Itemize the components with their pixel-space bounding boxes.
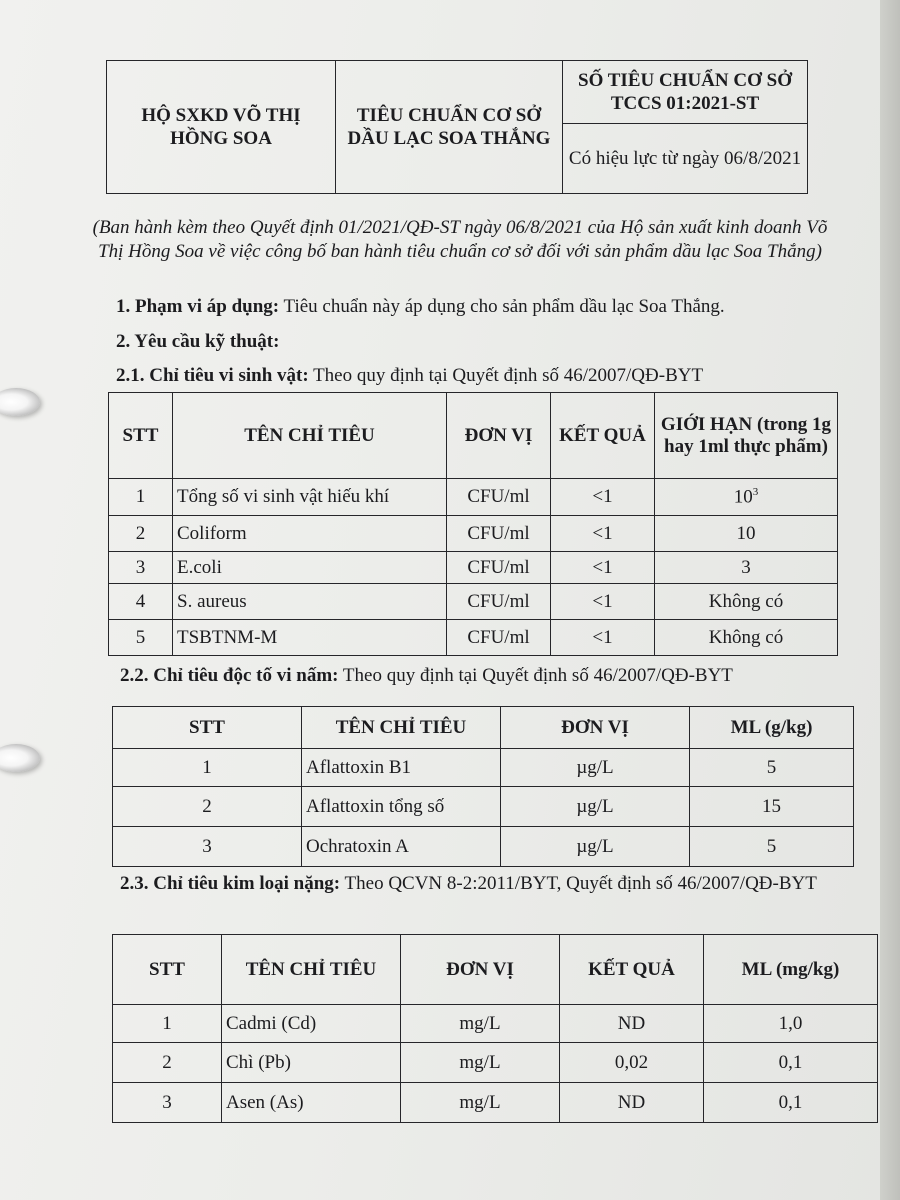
cell-name: Ochratoxin A — [302, 827, 501, 867]
table-row — [109, 584, 838, 620]
cell-result: <1 — [551, 620, 655, 656]
col-name: TÊN CHỈ TIÊU — [222, 935, 401, 1005]
section-2-2-text: Theo quy định tại Quyết định số 46/2007/QĐ-BYT — [338, 665, 733, 686]
section-2-heading: 2. Yêu cầu kỹ thuật: — [116, 331, 280, 352]
col-ml: ML (mg/kg) — [704, 935, 878, 1005]
cell-ml: 15 — [690, 787, 854, 827]
cell-unit: CFU/ml — [447, 516, 551, 552]
cell-name: Chì (Pb) — [222, 1043, 401, 1083]
page-edge — [880, 0, 900, 1200]
cell-result: <1 — [551, 516, 655, 552]
cell-stt: 2 — [109, 516, 173, 552]
mycotoxin-table — [112, 706, 854, 867]
cell-unit: µg/L — [501, 827, 690, 867]
section-2-3-heading: 2.3. Chỉ tiêu kim loại nặng: — [120, 873, 341, 894]
cell-name: TSBTNM-M — [173, 620, 447, 656]
col-unit: ĐƠN VỊ — [501, 707, 690, 749]
table-row — [113, 787, 854, 827]
cell-result: <1 — [551, 552, 655, 584]
cell-stt: 3 — [113, 827, 302, 867]
microbial-table — [108, 392, 838, 656]
cell-ml: 5 — [690, 749, 854, 787]
intro-note: (Ban hành kèm theo Quyết định 01/2021/QĐ-ST ngày 06/8/2021 của Hộ sản xuất kinh doanh Võ Thị Hồng Soa về việc công bố ban hành tiêu chuẩn cơ sở đối với sản phẩm dầu lạc Soa Thắng) — [92, 217, 828, 262]
cell-unit: µg/L — [501, 749, 690, 787]
cell-stt: 2 — [113, 787, 302, 827]
standard-number: SỐ TIÊU CHUẨN CƠ SỞ TCCS 01:2021-ST — [563, 61, 808, 124]
cell-ml: 5 — [690, 827, 854, 867]
cell-result: <1 — [551, 584, 655, 620]
section-1-text: Tiêu chuẩn này áp dụng cho sản phẩm dầu lạc Soa Thắng. — [279, 296, 725, 317]
table-row — [109, 620, 838, 656]
col-ml: ML (g/kg) — [690, 707, 854, 749]
col-unit: ĐƠN VỊ — [401, 935, 560, 1005]
cell-stt: 4 — [109, 584, 173, 620]
section-1 — [116, 295, 725, 319]
col-stt: STT — [113, 707, 302, 749]
header-table — [106, 60, 808, 194]
cell-stt: 1 — [109, 479, 173, 516]
cell-name: E.coli — [173, 552, 447, 584]
cell-name: Aflattoxin tổng số — [302, 787, 501, 827]
table-row — [113, 1083, 878, 1123]
section-2-3-text: Theo QCVN 8-2:2011/BYT, Quyết định số 46/2007/QĐ-BYT — [340, 873, 817, 894]
cell-name: Cadmi (Cd) — [222, 1005, 401, 1043]
cell-unit: CFU/ml — [447, 479, 551, 516]
cell-stt: 2 — [113, 1043, 222, 1083]
cell-ml: 0,1 — [704, 1043, 878, 1083]
table-row — [109, 552, 838, 584]
section-2-2-heading: 2.2. Chỉ tiêu độc tố vi nấm: — [120, 665, 339, 686]
cell-stt: 1 — [113, 1005, 222, 1043]
section-2-1-text: Theo quy định tại Quyết định số 46/2007/QĐ-BYT — [308, 365, 704, 386]
cell-stt: 3 — [109, 552, 173, 584]
section-2-2 — [120, 664, 733, 688]
cell-unit: µg/L — [501, 787, 690, 827]
table-row — [113, 1005, 878, 1043]
cell-name: Asen (As) — [222, 1083, 401, 1123]
table-row — [109, 479, 838, 516]
cell-stt: 5 — [109, 620, 173, 656]
cell-stt: 3 — [113, 1083, 222, 1123]
cell-name: Aflattoxin B1 — [302, 749, 501, 787]
limit-exponent: 3 — [752, 485, 759, 498]
section-1-heading: 1. Phạm vi áp dụng: — [116, 296, 280, 317]
cell-limit: Không có — [655, 620, 838, 656]
table-row — [113, 827, 854, 867]
cell-name: Tổng số vi sinh vật hiếu khí — [173, 479, 447, 516]
cell-unit: CFU/ml — [447, 552, 551, 584]
section-2-1-heading: 2.1. Chỉ tiêu vi sinh vật: — [116, 365, 309, 386]
cell-result: <1 — [551, 479, 655, 516]
limit-base: 10 — [733, 486, 753, 508]
table-row — [113, 749, 854, 787]
cell-result: ND — [560, 1083, 704, 1123]
effective-date: Có hiệu lực từ ngày 06/8/2021 — [563, 124, 808, 194]
cell-unit: CFU/ml — [447, 584, 551, 620]
col-name: TÊN CHỈ TIÊU — [302, 707, 501, 749]
cell-name: S. aureus — [173, 584, 447, 620]
col-result: KẾT QUẢ — [560, 935, 704, 1005]
cell-limit: Không có — [655, 584, 838, 620]
cell-unit: mg/L — [401, 1005, 560, 1043]
cell-limit: 10 — [655, 516, 838, 552]
cell-unit: mg/L — [401, 1043, 560, 1083]
table-row — [109, 516, 838, 552]
col-limit: GIỚI HẠN (trong 1g hay 1ml thực phẩm) — [655, 393, 838, 479]
cell-limit: 3 — [655, 552, 838, 584]
cell-ml: 1,0 — [704, 1005, 878, 1043]
cell-unit: CFU/ml — [447, 620, 551, 656]
section-2-3 — [120, 870, 858, 898]
standard-title: TIÊU CHUẨN CƠ SỞ DẦU LẠC SOA THẮNG — [336, 61, 563, 194]
col-result: KẾT QUẢ — [551, 393, 655, 479]
company-name: HỘ SXKD VÕ THỊ HỒNG SOA — [107, 61, 336, 194]
section-2-1 — [116, 364, 703, 388]
heavy-metal-table — [112, 934, 878, 1123]
col-unit: ĐƠN VỊ — [447, 393, 551, 479]
table-row — [113, 1043, 878, 1083]
col-stt: STT — [113, 935, 222, 1005]
cell-ml: 0,1 — [704, 1083, 878, 1123]
cell-result: 0,02 — [560, 1043, 704, 1083]
cell-result: ND — [560, 1005, 704, 1043]
col-stt: STT — [109, 393, 173, 479]
cell-unit: mg/L — [401, 1083, 560, 1123]
cell-stt: 1 — [113, 749, 302, 787]
cell-limit — [655, 479, 838, 516]
cell-name: Coliform — [173, 516, 447, 552]
col-name: TÊN CHỈ TIÊU — [173, 393, 447, 479]
